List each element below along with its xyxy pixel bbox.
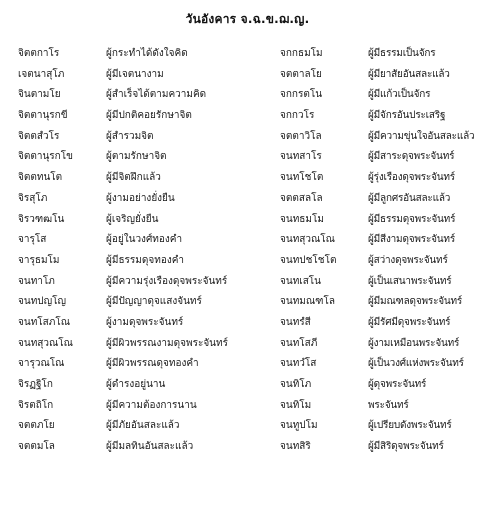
name-col1: จตตมโล xyxy=(18,441,55,453)
name-col2: จนทรํสี xyxy=(280,316,311,328)
table-row xyxy=(18,44,488,65)
name-col1: จิรฏฐิโก xyxy=(18,379,53,390)
table-row xyxy=(18,106,488,127)
meaning-col1: ผู้มีความรุ่งเรืองดุจพระจันทร์ xyxy=(106,275,228,287)
name-col1: จิรสุโภ xyxy=(18,192,48,204)
name-col2: จนทิโภ xyxy=(280,379,312,390)
meaning-col1: ผู้มีจิตฝึกแล้ว xyxy=(106,172,161,184)
meaning-col2: ผู้รุ่งเรืองดุจพระจันทร์ xyxy=(368,172,455,184)
table-row xyxy=(18,375,488,396)
table-row xyxy=(18,189,488,210)
table-row xyxy=(18,272,488,293)
meaning-col1: ผู้งามอย่างยั่งยืน xyxy=(106,192,175,204)
name-col2: จนทเสโน xyxy=(280,275,322,287)
table-row xyxy=(18,334,488,355)
name-col2: จตตาวิโล xyxy=(280,130,322,142)
name-col1: จนทสุวณโณ xyxy=(18,337,73,349)
table-row xyxy=(18,354,488,375)
name-col1: จารุวณโณ xyxy=(18,358,65,370)
name-col2: จกกรตโน xyxy=(280,89,323,101)
meaning-col1: ผู้มีมลทินอันสละแล้ว xyxy=(106,441,194,453)
meaning-col1: ผู้มีความต้องการนาน xyxy=(106,399,197,411)
meaning-col1: ผู้สำเร็จได้ตามความคิด xyxy=(106,89,207,101)
table-row xyxy=(18,437,488,458)
meaning-col2: ผู้สว่างดุจพระจันทร์ xyxy=(368,254,448,266)
name-col1: จนทโสภโณ xyxy=(18,316,71,328)
name-col2: จนทสุวณโณ xyxy=(280,234,335,246)
meaning-col2: ผู้มีมณฑลดุจพระจันทร์ xyxy=(368,296,463,308)
name-col1: จารุโส xyxy=(18,234,47,246)
meaning-col2: ผู้ดุจพระจันทร์ xyxy=(368,379,427,390)
name-col2: จนทวํโส xyxy=(280,358,317,370)
meaning-col2: ผู้เป็นเสนาพระจันทร์ xyxy=(368,275,452,287)
meaning-col1: ผู้สำรวมจิต xyxy=(106,130,154,142)
name-col1: จิรวฑฒโน xyxy=(18,213,65,225)
table-row xyxy=(18,210,488,231)
table-row xyxy=(18,168,488,189)
name-col1: จิตตกาโร xyxy=(18,48,60,59)
name-col2: จนทโสภี xyxy=(280,337,318,349)
meaning-col2: ผู้มีสาระดุจพระจันทร์ xyxy=(368,151,455,163)
name-col2: จนทสิริ xyxy=(280,441,311,453)
document-title: วันอังคาร จ.ฉ.ข.ฌ.ญ. xyxy=(185,12,310,26)
name-col2: จนทปชโชโต xyxy=(280,254,337,266)
table-row xyxy=(18,147,488,168)
meaning-col1: ผู้เจริญยั่งยืน xyxy=(106,213,159,225)
meaning-col1: ผู้กระทำได้ดังใจคิด xyxy=(106,48,188,59)
meaning-col2: พระจันทร์ xyxy=(368,399,409,411)
table-row xyxy=(18,85,488,106)
meaning-col2: ผู้เป็นวงศ์แห่งพระจันทร์ xyxy=(368,358,464,370)
name-col1: จนทาโภ xyxy=(18,275,55,287)
name-col1: จิรตถิโก xyxy=(18,399,54,411)
meaning-col1: ผู้มีปกติคอยรักษาจิต xyxy=(106,110,192,122)
table-row xyxy=(18,65,488,86)
name-col1: จิตตทนโต xyxy=(18,172,63,184)
table-row xyxy=(18,396,488,417)
meaning-col1: ผู้มีภัยอันสละแล้ว xyxy=(106,420,180,432)
table-row xyxy=(18,416,488,437)
name-col1: จินตามโย xyxy=(18,89,61,101)
meaning-col1: ผู้มีธรรมดุจทองคำ xyxy=(106,254,185,266)
meaning-col2: ผู้มีธรรมเป็นจักร xyxy=(368,48,436,59)
table-row xyxy=(18,230,488,251)
meaning-col1: ผู้งามดุจพระจันทร์ xyxy=(106,316,184,328)
name-table xyxy=(18,44,488,458)
meaning-col2: ผู้มีสิริดุจพระจันทร์ xyxy=(368,441,444,453)
name-col2: จนทูปโม xyxy=(280,420,318,432)
meaning-col1: ผู้ตามรักษาจิต xyxy=(106,151,167,163)
meaning-col2: ผู้มียาสัยอันสละแล้ว xyxy=(368,68,450,80)
meaning-col2: ผู้มีรัศมีดุจพระจันทร์ xyxy=(368,316,451,328)
meaning-col2: ผู้งามเหมือนพระจันทร์ xyxy=(368,337,460,349)
name-col1: จิตตสํวโร xyxy=(18,130,60,142)
name-col2: จนทสาโร xyxy=(280,151,322,163)
meaning-col1: ผู้มีเจตนางาม xyxy=(106,68,164,80)
name-col2: จนทธมโม xyxy=(280,213,324,225)
name-col1: จารุธมโม xyxy=(18,254,60,266)
table-row xyxy=(18,251,488,272)
meaning-col2: ผู้มีความขุ่นใจอันสละแล้ว xyxy=(368,130,475,142)
meaning-col1: ผู้มีผิวพรรณดุจทองคำ xyxy=(106,358,199,370)
name-col2: จนทโชโต xyxy=(280,172,324,184)
table-row xyxy=(18,127,488,148)
name-col2: จนทิโม xyxy=(280,399,312,411)
name-col2: จกกวโร xyxy=(280,110,315,122)
name-col2: จตตสลโล xyxy=(280,192,323,204)
name-col2: จนทมณฑโล xyxy=(280,296,335,308)
meaning-col2: ผู้มีลูกศรอันสละแล้ว xyxy=(368,192,451,204)
meaning-col2: ผู้มีธรรมดุจพระจันทร์ xyxy=(368,213,456,225)
name-col1: จิตตานุรกโข xyxy=(18,151,73,163)
name-col1: จนทปญโญ xyxy=(18,296,67,308)
name-col1: จตตภโย xyxy=(18,420,55,432)
meaning-col1: ผู้อยู่ในวงศ์ทองคำ xyxy=(106,234,183,246)
meaning-col2: ผู้เปรียบดังพระจันทร์ xyxy=(368,420,452,432)
table-row xyxy=(18,292,488,313)
meaning-col2: ผู้มีสีงามดุจพระจันทร์ xyxy=(368,234,455,246)
name-col2: จตตาลโย xyxy=(280,68,322,80)
table-row xyxy=(18,313,488,334)
meaning-col1: ผู้ดำรงอยู่นาน xyxy=(106,379,166,390)
meaning-col2: ผู้มีแก้วเป็นจักร xyxy=(368,89,431,101)
meaning-col1: ผู้มีปัญญาดุจแสงจันทร์ xyxy=(106,296,202,308)
name-col1: เจตนาสุโภ xyxy=(18,68,65,80)
meaning-col1: ผู้มีผิวพรรณงามดุจพระจันทร์ xyxy=(106,337,228,349)
name-col1: จิตตานุรกขี xyxy=(18,110,68,122)
meaning-col2: ผู้มีจักรอันประเสริฐ xyxy=(368,110,446,122)
name-col2: จกกธมโม xyxy=(280,48,323,59)
